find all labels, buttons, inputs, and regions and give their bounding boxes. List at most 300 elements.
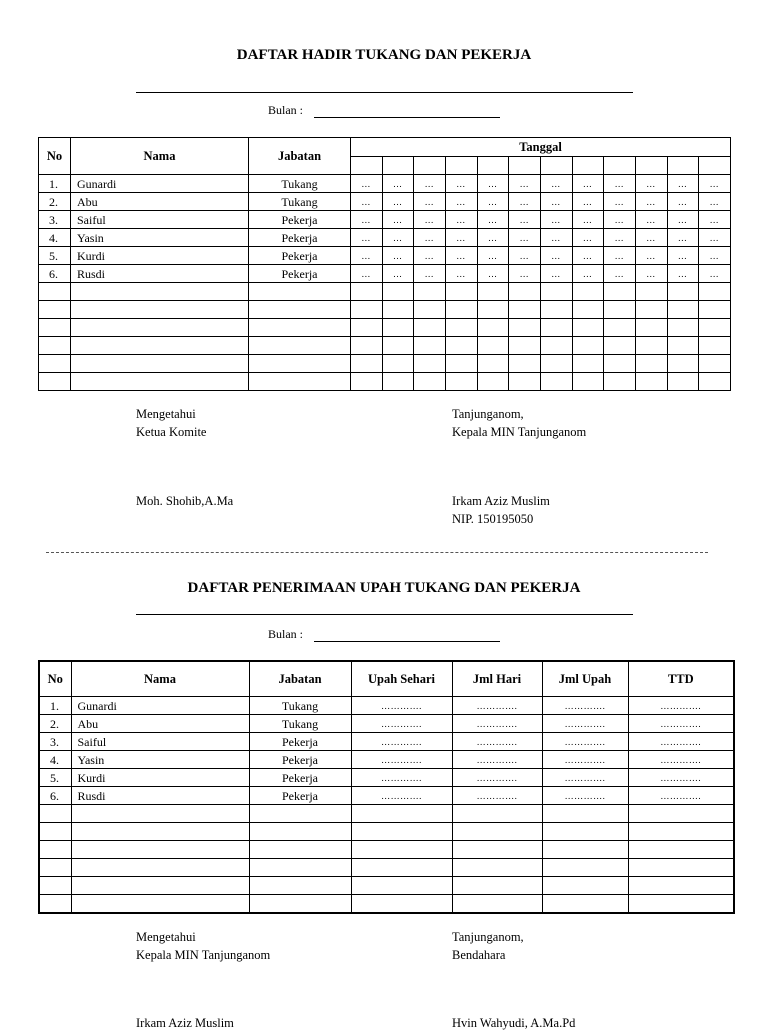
sig-name-right-1: [452, 492, 550, 528]
date-column-header: [572, 156, 604, 175]
date-cell: …: [572, 247, 604, 265]
date-cell: [509, 355, 541, 373]
table-row: [39, 211, 731, 229]
header-ttd: TTD: [628, 661, 734, 697]
date-cell: …: [635, 229, 667, 247]
ttd-cell: [628, 895, 734, 914]
date-cell: [604, 319, 636, 337]
row-name: [71, 301, 249, 319]
row-name: [71, 877, 249, 895]
date-cell: …: [635, 193, 667, 211]
header-tanggal: Tanggal: [351, 138, 731, 157]
date-cell: …: [667, 229, 699, 247]
date-cell: …: [509, 193, 541, 211]
date-column-header: [509, 156, 541, 175]
jml-upah-cell: ………….: [542, 787, 628, 805]
table-row: [39, 337, 731, 355]
row-jabatan: Tukang: [249, 175, 351, 193]
jml-hari-cell: ………….: [452, 697, 542, 715]
row-jabatan: [249, 283, 351, 301]
date-cell: [699, 355, 731, 373]
date-cell: [351, 337, 383, 355]
date-cell: [540, 373, 572, 391]
title-underline: [136, 614, 633, 615]
date-cell: [445, 283, 477, 301]
date-cell: …: [540, 193, 572, 211]
row-number: [39, 319, 71, 337]
date-cell: …: [699, 211, 731, 229]
upah-sehari-cell: [351, 859, 452, 877]
date-cell: …: [509, 265, 541, 283]
row-jabatan: [249, 373, 351, 391]
row-name: Abu: [71, 193, 249, 211]
date-cell: [667, 373, 699, 391]
date-cell: …: [699, 229, 731, 247]
date-cell: …: [572, 193, 604, 211]
header-nama: Nama: [71, 138, 249, 175]
date-cell: [445, 355, 477, 373]
date-cell: …: [414, 229, 446, 247]
jml-upah-cell: [542, 877, 628, 895]
ttd-cell: ………….: [628, 733, 734, 751]
row-number: [39, 841, 71, 859]
date-cell: [414, 337, 446, 355]
upah-sehari-cell: [351, 823, 452, 841]
ttd-cell: ………….: [628, 751, 734, 769]
date-cell: …: [604, 175, 636, 193]
date-cell: [540, 337, 572, 355]
row-name: Rusdi: [71, 787, 249, 805]
date-cell: …: [445, 211, 477, 229]
row-name: Yasin: [71, 229, 249, 247]
row-name: Gunardi: [71, 697, 249, 715]
upah-sehari-cell: ………….: [351, 751, 452, 769]
signature-right-2: [452, 928, 524, 964]
row-jabatan: [249, 877, 351, 895]
row-jabatan: [249, 337, 351, 355]
date-cell: …: [414, 211, 446, 229]
date-cell: [699, 373, 731, 391]
ttd-cell: [628, 841, 734, 859]
table-row: [39, 283, 731, 301]
date-cell: …: [572, 211, 604, 229]
signature-right-1: [452, 405, 586, 441]
date-cell: [572, 337, 604, 355]
signature-left-1: [136, 405, 206, 441]
date-cell: [604, 301, 636, 319]
row-number: [39, 877, 71, 895]
row-jabatan: Pekerja: [249, 787, 351, 805]
jml-upah-cell: [542, 841, 628, 859]
date-cell: [351, 283, 383, 301]
row-name: [71, 841, 249, 859]
date-cell: [477, 355, 509, 373]
row-jabatan: Pekerja: [249, 769, 351, 787]
date-column-header: [604, 156, 636, 175]
date-cell: [699, 319, 731, 337]
jml-upah-cell: ………….: [542, 751, 628, 769]
row-jabatan: [249, 823, 351, 841]
date-cell: [509, 373, 541, 391]
table-row: [39, 769, 734, 787]
row-number: 2.: [39, 193, 71, 211]
date-cell: …: [635, 175, 667, 193]
sig-nip: NIP. 150195050: [452, 512, 534, 526]
ttd-cell: ………….: [628, 769, 734, 787]
row-name: [71, 355, 249, 373]
row-name: Abu: [71, 715, 249, 733]
date-cell: [382, 319, 414, 337]
row-number: 2.: [39, 715, 71, 733]
upah-sehari-cell: ………….: [351, 787, 452, 805]
jml-hari-cell: ………….: [452, 751, 542, 769]
date-cell: …: [509, 229, 541, 247]
row-number: [39, 805, 71, 823]
table-row: [39, 697, 734, 715]
date-column-header: [351, 156, 383, 175]
date-cell: …: [667, 247, 699, 265]
date-cell: …: [572, 265, 604, 283]
row-jabatan: [249, 319, 351, 337]
signature-left-2: [136, 928, 270, 964]
date-cell: [604, 283, 636, 301]
date-column-header: [414, 156, 446, 175]
row-number: 3.: [39, 211, 71, 229]
date-cell: …: [572, 229, 604, 247]
date-cell: …: [445, 265, 477, 283]
ttd-cell: [628, 877, 734, 895]
sig-line1: Tanjunganom,: [452, 930, 524, 944]
date-cell: …: [351, 193, 383, 211]
jml-hari-cell: [452, 877, 542, 895]
row-jabatan: Pekerja: [249, 229, 351, 247]
ttd-cell: [628, 805, 734, 823]
table-row: [39, 193, 731, 211]
row-number: 6.: [39, 787, 71, 805]
table-row: [39, 841, 734, 859]
date-cell: [477, 283, 509, 301]
date-column-header: [699, 156, 731, 175]
table-row: [39, 823, 734, 841]
date-cell: [699, 283, 731, 301]
header-nama: Nama: [71, 661, 249, 697]
date-cell: …: [635, 265, 667, 283]
row-name: [71, 319, 249, 337]
table-row: [39, 247, 731, 265]
date-cell: …: [351, 229, 383, 247]
date-cell: [382, 373, 414, 391]
date-cell: …: [540, 265, 572, 283]
jml-upah-cell: ………….: [542, 715, 628, 733]
date-cell: …: [445, 175, 477, 193]
date-cell: …: [414, 265, 446, 283]
date-cell: [382, 337, 414, 355]
date-cell: …: [699, 175, 731, 193]
row-jabatan: [249, 301, 351, 319]
wage-title: DAFTAR PENERIMAAN UPAH TUKANG DAN PEKERJA: [187, 580, 581, 596]
date-column-header: [445, 156, 477, 175]
date-column-header: [635, 156, 667, 175]
date-cell: [414, 301, 446, 319]
upah-sehari-cell: [351, 841, 452, 859]
date-cell: [667, 283, 699, 301]
date-cell: [445, 337, 477, 355]
date-cell: [635, 337, 667, 355]
row-name: Rusdi: [71, 265, 249, 283]
date-cell: …: [667, 265, 699, 283]
row-number: 5.: [39, 247, 71, 265]
date-column-header: [540, 156, 572, 175]
row-name: [71, 337, 249, 355]
jml-hari-cell: [452, 859, 542, 877]
sig-line1: Mengetahui: [136, 407, 196, 421]
header-no: No: [39, 661, 71, 697]
date-cell: …: [351, 211, 383, 229]
row-name: Kurdi: [71, 769, 249, 787]
date-cell: [667, 355, 699, 373]
date-cell: [509, 283, 541, 301]
header-jml-hari: Jml Hari: [452, 661, 542, 697]
table-row: [39, 733, 734, 751]
row-jabatan: [249, 859, 351, 877]
date-cell: [351, 373, 383, 391]
table-row: [39, 373, 731, 391]
row-number: [39, 337, 71, 355]
jml-upah-cell: [542, 805, 628, 823]
date-cell: [699, 337, 731, 355]
row-number: [39, 283, 71, 301]
upah-sehari-cell: ………….: [351, 769, 452, 787]
jml-hari-cell: ………….: [452, 787, 542, 805]
sig-line2: Bendahara: [452, 948, 506, 962]
wage-table: [38, 660, 735, 914]
date-cell: …: [540, 175, 572, 193]
date-cell: …: [445, 247, 477, 265]
jml-upah-cell: [542, 859, 628, 877]
date-cell: …: [477, 175, 509, 193]
row-name: Saiful: [71, 733, 249, 751]
table-row: [39, 265, 731, 283]
date-cell: [604, 355, 636, 373]
row-jabatan: [249, 805, 351, 823]
date-cell: …: [477, 247, 509, 265]
ttd-cell: [628, 823, 734, 841]
jml-hari-cell: [452, 895, 542, 914]
row-name: [71, 859, 249, 877]
date-cell: [635, 355, 667, 373]
row-jabatan: Pekerja: [249, 751, 351, 769]
sig-name-left-2: Irkam Aziz Muslim: [136, 1016, 234, 1030]
date-cell: [572, 355, 604, 373]
ttd-cell: ………….: [628, 715, 734, 733]
table-row: [39, 229, 731, 247]
upah-sehari-cell: [351, 895, 452, 914]
row-number: 3.: [39, 733, 71, 751]
date-cell: …: [572, 175, 604, 193]
jml-hari-cell: ………….: [452, 733, 542, 751]
table-row: [39, 805, 734, 823]
date-cell: …: [382, 265, 414, 283]
date-cell: …: [351, 247, 383, 265]
row-jabatan: Pekerja: [249, 247, 351, 265]
jml-upah-cell: ………….: [542, 769, 628, 787]
upah-sehari-cell: ………….: [351, 697, 452, 715]
jml-upah-cell: ………….: [542, 733, 628, 751]
date-column-header: [382, 156, 414, 175]
date-cell: …: [509, 211, 541, 229]
date-cell: [382, 283, 414, 301]
date-cell: [351, 319, 383, 337]
date-cell: …: [477, 193, 509, 211]
jml-hari-cell: [452, 805, 542, 823]
table-row: [39, 787, 734, 805]
date-cell: [351, 301, 383, 319]
upah-sehari-cell: ………….: [351, 733, 452, 751]
sig-line1: Mengetahui: [136, 930, 196, 944]
date-cell: …: [699, 247, 731, 265]
row-name: [71, 895, 249, 914]
date-cell: [540, 301, 572, 319]
date-cell: [699, 301, 731, 319]
date-cell: [635, 373, 667, 391]
date-cell: [635, 283, 667, 301]
jml-hari-cell: [452, 841, 542, 859]
date-cell: …: [667, 211, 699, 229]
upah-sehari-cell: ………….: [351, 715, 452, 733]
date-cell: …: [604, 247, 636, 265]
date-cell: …: [540, 229, 572, 247]
header-no: No: [39, 138, 71, 175]
table-row: [39, 355, 731, 373]
date-cell: …: [635, 247, 667, 265]
row-jabatan: Tukang: [249, 715, 351, 733]
row-jabatan: Pekerja: [249, 211, 351, 229]
upah-sehari-cell: [351, 805, 452, 823]
sig-name-right-2: Hvin Wahyudi, A.Ma.Pd: [452, 1016, 576, 1030]
row-number: [39, 859, 71, 877]
date-cell: …: [667, 193, 699, 211]
date-cell: …: [699, 265, 731, 283]
bulan-blank-field: [314, 117, 500, 118]
sig-line1: Tanjunganom,: [452, 407, 524, 421]
bulan-label: Bulan :: [268, 627, 303, 641]
row-jabatan: Pekerja: [249, 265, 351, 283]
row-number: 1.: [39, 697, 71, 715]
jml-hari-cell: ………….: [452, 769, 542, 787]
date-cell: [540, 319, 572, 337]
date-cell: …: [382, 193, 414, 211]
jml-upah-cell: [542, 823, 628, 841]
date-cell: …: [604, 229, 636, 247]
table-row: [39, 895, 734, 914]
date-cell: [635, 319, 667, 337]
date-cell: [667, 301, 699, 319]
table-row: [39, 715, 734, 733]
row-jabatan: Tukang: [249, 193, 351, 211]
date-cell: [572, 373, 604, 391]
row-name: [71, 283, 249, 301]
header-upah-sehari: Upah Sehari: [351, 661, 452, 697]
date-cell: …: [414, 193, 446, 211]
date-cell: …: [382, 211, 414, 229]
date-column-header: [477, 156, 509, 175]
date-cell: [445, 373, 477, 391]
date-cell: [604, 373, 636, 391]
table-row: [39, 859, 734, 877]
table-row: [39, 751, 734, 769]
header-jabatan: Jabatan: [249, 661, 351, 697]
date-cell: [382, 355, 414, 373]
date-cell: …: [604, 265, 636, 283]
ttd-cell: [628, 859, 734, 877]
row-name: [71, 805, 249, 823]
row-number: [39, 373, 71, 391]
sig-line2: Kepala MIN Tanjunganom: [136, 948, 271, 962]
row-name: [71, 373, 249, 391]
table-row: [39, 319, 731, 337]
row-name: Gunardi: [71, 175, 249, 193]
jml-hari-cell: ………….: [452, 715, 542, 733]
date-cell: [414, 355, 446, 373]
row-jabatan: [249, 895, 351, 914]
date-cell: [414, 373, 446, 391]
date-cell: …: [509, 247, 541, 265]
date-cell: …: [477, 229, 509, 247]
row-number: 6.: [39, 265, 71, 283]
date-cell: [445, 319, 477, 337]
row-jabatan: [249, 841, 351, 859]
row-number: 5.: [39, 769, 71, 787]
row-number: [39, 301, 71, 319]
date-cell: …: [635, 211, 667, 229]
date-cell: [477, 301, 509, 319]
attendance-table: [38, 137, 731, 391]
table-row: [39, 175, 731, 193]
attendance-title: DAFTAR HADIR TUKANG DAN PEKERJA: [236, 47, 532, 63]
date-cell: …: [604, 193, 636, 211]
date-cell: [509, 319, 541, 337]
upah-sehari-cell: [351, 877, 452, 895]
table-row: [39, 301, 731, 319]
date-cell: [509, 301, 541, 319]
row-number: [39, 823, 71, 841]
date-cell: [540, 283, 572, 301]
row-number: 1.: [39, 175, 71, 193]
ttd-cell: ………….: [628, 787, 734, 805]
title-underline: [136, 92, 633, 93]
date-cell: [382, 301, 414, 319]
date-cell: [667, 337, 699, 355]
jml-upah-cell: ………….: [542, 697, 628, 715]
header-jml-upah: Jml Upah: [542, 661, 628, 697]
date-cell: …: [477, 211, 509, 229]
sig-line2: Kepala MIN Tanjunganom: [452, 425, 587, 439]
date-cell: …: [351, 175, 383, 193]
row-number: 4.: [39, 751, 71, 769]
date-cell: [572, 301, 604, 319]
date-cell: …: [604, 211, 636, 229]
date-cell: …: [540, 211, 572, 229]
date-cell: …: [699, 193, 731, 211]
date-cell: …: [477, 265, 509, 283]
row-name: Saiful: [71, 211, 249, 229]
sig-line2: Ketua Komite: [136, 425, 207, 439]
date-cell: [477, 319, 509, 337]
date-cell: …: [382, 175, 414, 193]
date-cell: [445, 301, 477, 319]
date-cell: …: [445, 229, 477, 247]
date-cell: [572, 319, 604, 337]
